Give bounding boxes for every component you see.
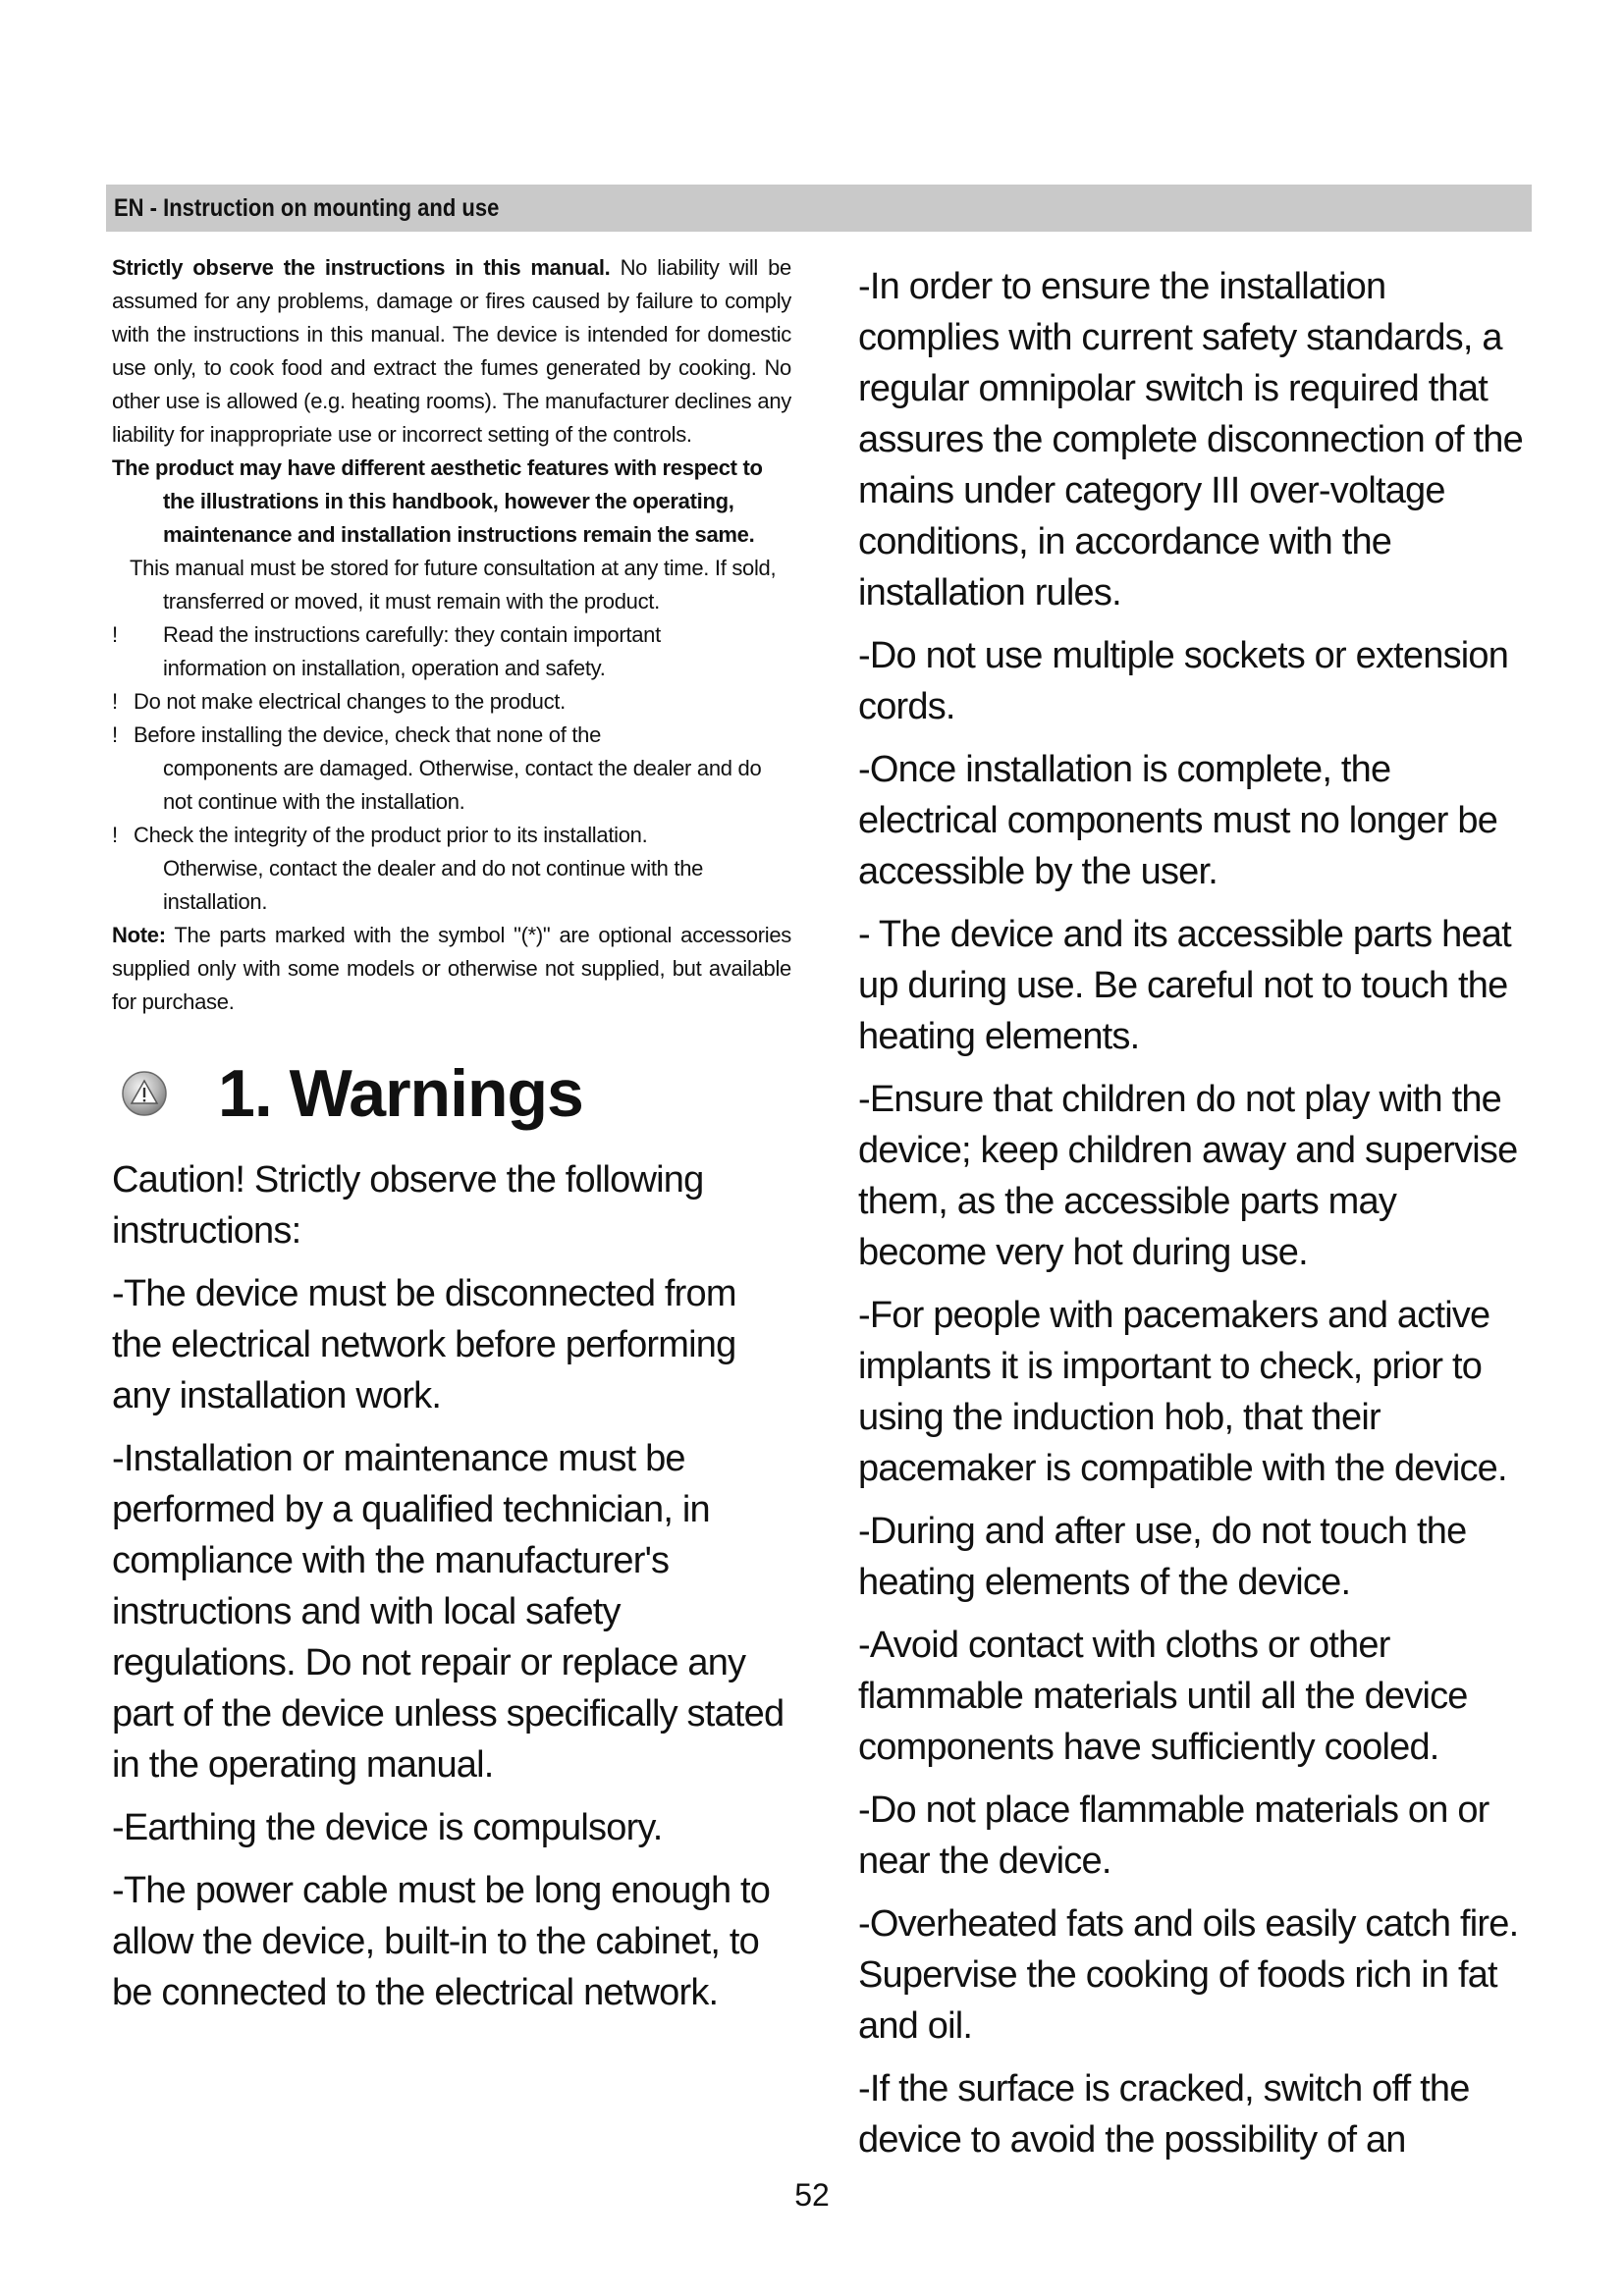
warning-paragraph: -Installation or maintenance must be performed by a qualified technician, in compliance with the manufacturer's instructions and with local safety regulations. Do not repair or replace any part of the device unless specifically stated in the operating manual. [112, 1438, 785, 1786]
section-header-title: EN - Instruction on mounting and use [114, 194, 500, 222]
warning-paragraph: - The device and its accessible parts heat up during use. Be careful not to touch the heating elements. [858, 914, 1511, 1057]
warnings-title: 1. Warnings [218, 1056, 583, 1131]
warning-paragraph: -Avoid contact with cloths or other flammable materials until all the device components have sufficiently cooled. [858, 1625, 1468, 1768]
warnings-left-text [112, 1154, 791, 2018]
bullet-continuation: components are damaged. Otherwise, contact the dealer and do not continue with the installation. [163, 756, 762, 814]
intro-block [112, 251, 791, 1019]
page-number: 52 [794, 2177, 830, 2213]
bullet-first-line: Do not make electrical changes to the product. [134, 689, 566, 714]
warning-paragraph: -Do not use multiple sockets or extension cords. [858, 635, 1509, 727]
bullet-first-line: Before installing the device, check that none of the [134, 722, 602, 747]
intro-paragraph-3: This manual must be stored for future consultation at any time. If sold, transferred or moved, it must remain with the product. [130, 556, 777, 614]
warning-paragraph: -For people with pacemakers and active implants it is important to check, prior to using the induction hob, that their pacemaker is compatible with the device. [858, 1295, 1507, 1489]
warning-paragraph: -During and after use, do not touch the heating elements of the device. [858, 1511, 1467, 1603]
bullet-item [112, 685, 791, 719]
warning-paragraph: -Ensure that children do not play with the device; keep children away and supervise them, as the accessible parts may become very hot during use. [858, 1079, 1518, 1273]
exclamation-icon: ! [112, 823, 118, 847]
warnings-right-text [858, 261, 1530, 2165]
exclamation-icon: ! [112, 689, 118, 714]
intro-p1-bold: Strictly observe the instructions in this manual. [112, 255, 611, 280]
warning-triangle-icon [122, 1071, 167, 1116]
note-label: Note: [112, 923, 166, 947]
left-column [112, 251, 791, 2030]
bullet-first-line: Read the instructions carefully: they contain important [163, 622, 661, 647]
warning-paragraph: -The power cable must be long enough to allow the device, built-in to the cabinet, to be connected to the electrical network. [112, 1870, 771, 2013]
bullet-item [112, 719, 791, 819]
warning-paragraph: Caution! Strictly observe the following instructions: [112, 1159, 704, 1252]
section-header-bar [106, 185, 1532, 232]
exclamation-icon: ! [112, 722, 118, 747]
warnings-heading [112, 1054, 791, 1133]
intro-p1-text: No liability will be assumed for any problems, damage or fires caused by failure to comply with the instructions in this manual. The device is intended for domestic use only, to cook food and extract the fumes generated by cooking. No other use is allowed (e.g. heating rooms). The manufacturer declines any liability for inappropriate use or incorrect setting of the controls. [112, 255, 791, 447]
intro-paragraph-2: The product may have different aesthetic features with respect to the illustrations in this handbook, however the operating, maintenance and installation instructions remain the same. [112, 455, 763, 547]
warning-paragraph: -The device must be disconnected from the electrical network before performing any installation work. [112, 1273, 736, 1416]
warning-paragraph: -Earthing the device is compulsory. [112, 1807, 663, 1848]
exclamation-icon: ! [112, 622, 118, 647]
warning-paragraph: -Once installation is complete, the electrical components must no longer be accessible by the user. [858, 749, 1498, 892]
right-column [858, 261, 1530, 2177]
note-paragraph [112, 919, 791, 1019]
bullet-item [112, 618, 791, 685]
bullet-continuation: Otherwise, contact the dealer and do not continue with the installation. [163, 856, 704, 914]
bullet-continuation: information on installation, operation and safety. [163, 656, 606, 680]
warning-paragraph: -If the surface is cracked, switch off the device to avoid the possibility of an [858, 2068, 1470, 2161]
warning-paragraph: -Do not place flammable materials on or near the device. [858, 1789, 1489, 1882]
intro-paragraph-1 [112, 251, 791, 452]
warning-paragraph: -In order to ensure the installation complies with current safety standards, a regular omnipolar switch is required that assures the complete disconnection of the mains under category III over-voltage conditions, in accordance with the installation rules. [858, 266, 1523, 614]
warning-paragraph: -Overheated fats and oils easily catch fire. Supervise the cooking of foods rich in fat and oil. [858, 1903, 1519, 2047]
bullet-first-line: Check the integrity of the product prior to its installation. [134, 823, 648, 847]
note-text: The parts marked with the symbol "(*)" are optional accessories supplied only with some models or otherwise not supplied, but available for purchase. [112, 923, 791, 1014]
bullet-item [112, 819, 791, 919]
